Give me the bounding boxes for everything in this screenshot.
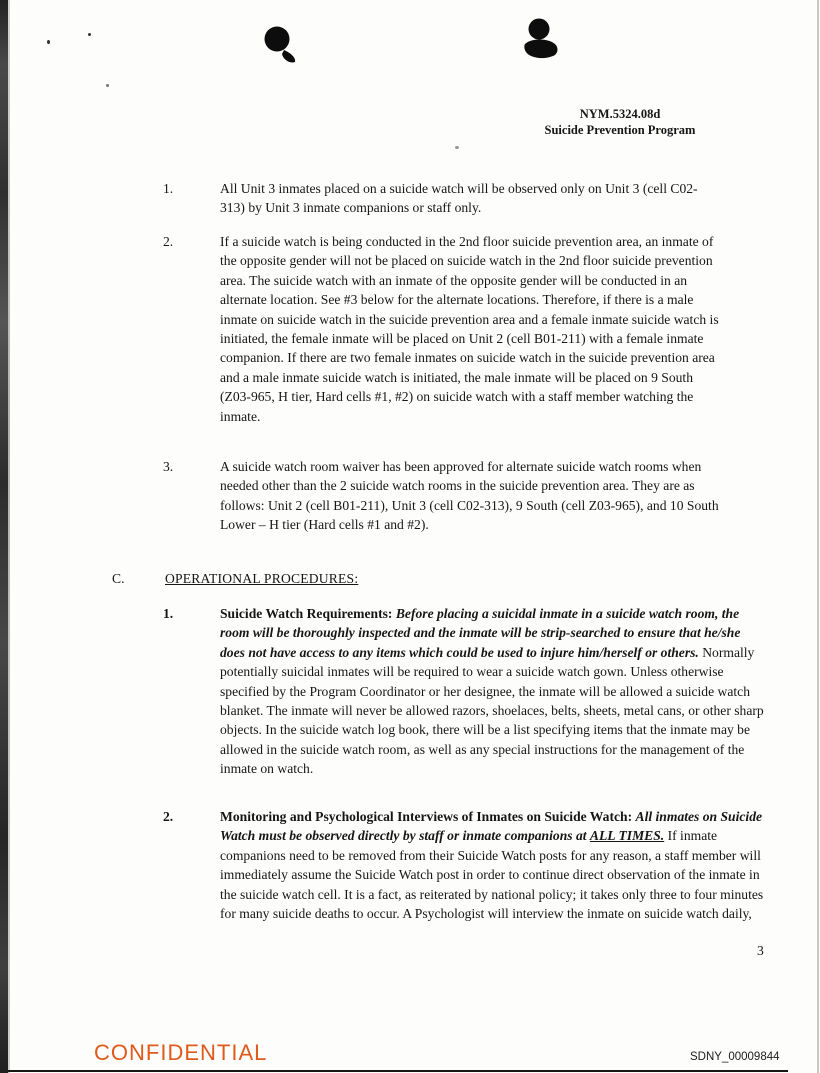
scan-speck	[88, 33, 91, 36]
list-item-number: 1.	[163, 606, 174, 621]
bates-number: SDNY_00009844	[690, 1051, 780, 1063]
list-item-text	[220, 807, 765, 923]
list-item-text: A suicide watch room waiver has been approved for alternate suicide watch rooms when needed other than the 2 suicide watch rooms in the suicide prevention area. They are as follows: Unit 2 (cell B01-211), Unit 3 (cell C02-313), 9 South (cell Z03-965), and 10 South Lower – H tier (Hard cells #1 and #2).	[220, 459, 719, 533]
list-item-3	[163, 457, 720, 535]
paragraph-emphasis: All inmates on Suicide Watch must be observed directly by staff or inmate companions at	[220, 809, 763, 844]
list-item-number: 2.	[163, 809, 174, 824]
list-item-text: If a suicide watch is being conducted in the 2nd floor suicide prevention area, an inmate of the opposite gender will not be placed on suicide watch in the 2nd floor suicide prevention area. The suicide watch with an inmate of the opposite gender will be conducted in an alternate location. See #3 below for the alternate locations. Therefore, if there is a male inmate on suicide watch in the suicide prevention area and a female inmate suicide watch is initiated, the female inmate will be placed on Unit 2 (cell B01-211) with a female inmate companion. If there are two female inmates on suicide watch in the suicide prevention area and a male inmate suicide watch is initiated, the male inmate will be placed on 9 South (Z03-965, H tier, Hard cells #1, #2) on suicide watch with a staff member watching the inmate.	[220, 234, 719, 424]
scan-edge-right	[817, 0, 819, 1073]
ink-mark-icon	[522, 18, 568, 62]
section-c-heading	[112, 569, 532, 588]
list-item-number: 3.	[163, 459, 174, 474]
paragraph-body: If inmate companions need to be removed from their Suicide Watch posts for any reason, a staff member will immediately assume the Suicide Watch post in order to continue direct observation of the inmate in the suicide watch cell. It is a fact, as reiterated by national policy; it takes only three to four minutes for many suicide deaths to occur. A Psychologist will interview the inmate on suicide watch daily,	[220, 828, 764, 922]
document-header	[505, 106, 735, 138]
list-item-number: 2.	[163, 234, 174, 249]
section-c-label: C.	[112, 571, 125, 586]
scan-edge-streak	[8, 0, 10, 1073]
page-number: 3	[757, 943, 764, 958]
section-c-title: OPERATIONAL PROCEDURES:	[165, 571, 359, 586]
paragraph-body: Normally potentially suicidal inmates will be required to wear a suicide watch gown. Unless otherwise specified by the Program Coordinator or her designee, the inmate will be allowed a suicide watch blanket. The inmate will never be allowed razors, shoelaces, belts, sheets, metal cans, or other sharp objects. In the suicide watch log book, there will be a list specifying items that the inmate may be allowed in the suicide watch room, as well as any special instructions for the management of the inmate on watch.	[220, 644, 764, 777]
section-c-item-1	[163, 604, 765, 779]
doc-title: Suicide Prevention Program	[544, 123, 696, 137]
scan-edge-bottom	[8, 1070, 788, 1072]
paragraph-emphasis: Before placing a suicidal inmate in a suicide watch room, the room will be thoroughly inspected and the inmate will be strip-searched to ensure that he/she does not have access to any items which could be used to injure him/herself or others.	[220, 606, 741, 660]
paragraph-emphasis-underlined: ALL TIMES.	[589, 828, 665, 844]
list-item-2	[163, 232, 720, 426]
confidential-stamp: CONFIDENTIAL	[94, 1040, 268, 1065]
list-item-text: All Unit 3 inmates placed on a suicide watch will be observed only on Unit 3 (cell C02-313) by Unit 3 inmate companions or staff only.	[220, 181, 698, 216]
scan-speck	[106, 84, 109, 87]
paragraph-title: Suicide Watch Requirements:	[220, 606, 393, 621]
section-c-item-2	[163, 807, 765, 923]
doc-number: NYM.5324.08d	[579, 107, 661, 121]
ink-mark-icon	[258, 26, 304, 68]
list-item-number: 1.	[163, 181, 174, 196]
scan-edge-left	[0, 0, 8, 1073]
scan-speck	[47, 40, 50, 44]
list-item-1	[163, 179, 720, 218]
scan-speck	[455, 146, 459, 149]
list-item-text	[220, 604, 765, 779]
paragraph-title: Monitoring and Psychological Interviews of Inmates on Suicide Watch:	[220, 809, 633, 824]
